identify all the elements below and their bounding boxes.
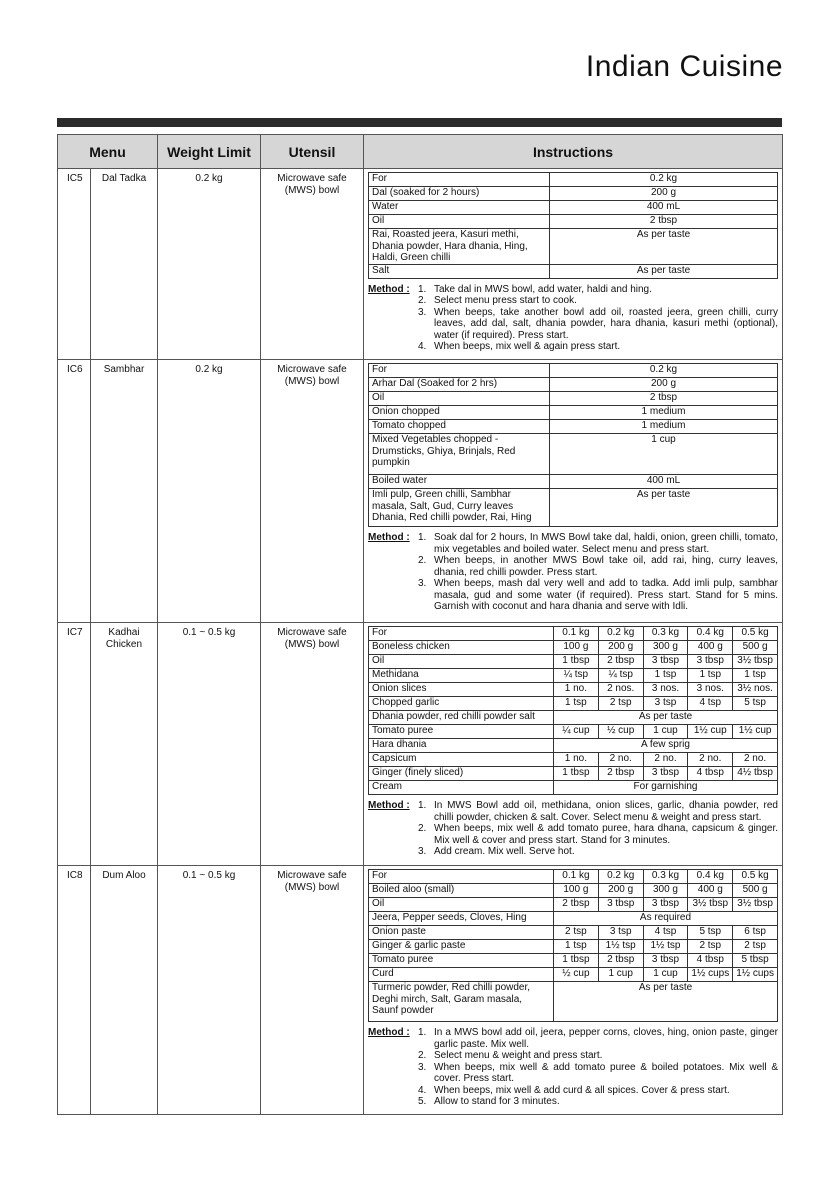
ingredient-value: 2 tsp: [598, 697, 643, 711]
ingredient-value: 2 tbsp: [598, 767, 643, 781]
ingredient-value: 6 tsp: [733, 926, 778, 940]
ingredient-row: [369, 378, 778, 392]
ingredient-value: 3 tbsp: [643, 954, 688, 968]
ingredient-value: As required: [554, 912, 778, 926]
step-number: 1.: [418, 532, 427, 543]
ingredient-value: 400 g: [688, 641, 733, 655]
ingredient-value: 1½ cup: [688, 725, 733, 739]
step-number: 2.: [418, 295, 427, 306]
ingredient-value: 400 mL: [550, 475, 778, 489]
weight-limit: 0.2 kg: [158, 360, 261, 623]
ingredient-value: 5 tsp: [688, 926, 733, 940]
ingredient-value: 3 tsp: [598, 926, 643, 940]
ingredient-name: For: [369, 364, 550, 378]
step-text: Select menu & weight and press start.: [434, 1050, 603, 1061]
ingredient-value: 1½ cup: [733, 725, 778, 739]
ingredients-table: [368, 869, 778, 1022]
method-step: [418, 1027, 778, 1050]
ingredient-name: Onion slices: [369, 683, 554, 697]
ingredient-value: 500 g: [733, 884, 778, 898]
utensil: Microwave safe (MWS) bowl: [261, 866, 364, 1115]
ingredient-name: Arhar Dal (Soaked for 2 hrs): [369, 378, 550, 392]
ingredient-row: [369, 725, 778, 739]
step-number: 4.: [418, 341, 427, 352]
method-steps: [418, 800, 778, 858]
recipe-name: Sambhar: [91, 360, 158, 623]
ingredients-table: [368, 626, 778, 795]
utensil: Microwave safe (MWS) bowl: [261, 623, 364, 866]
method-steps: [418, 284, 778, 353]
step-text: When beeps, mix well & add tomato puree, hara dhana, capsicum & ginger. Mix well & cover and press start. Stand for 3 minutes.: [434, 823, 778, 846]
ingredient-row: [369, 940, 778, 954]
step-text: When beeps, in another MWS Bowl take oil, add rai, hing, curry leaves, dhania, red chilli powder. Press start.: [434, 555, 778, 578]
ingredient-value: 1 tsp: [688, 669, 733, 683]
header-menu: Menu: [58, 135, 158, 169]
ingredient-value: 400 mL: [550, 201, 778, 215]
step-text: When beeps, take another bowl add oil, roasted jeera, green chilli, curry leaves, add dal, salt, dhania powder, hara dhania, kasuri methi (optional), water (if required). Press start.: [434, 306, 778, 341]
step-number: 3.: [418, 578, 427, 589]
recipe-row: [58, 169, 783, 360]
ingredient-value: 2 no.: [688, 753, 733, 767]
step-text: Select menu press start to cook.: [434, 295, 577, 306]
ingredient-name: Oil: [369, 215, 550, 229]
ingredient-name: Ginger (finely sliced): [369, 767, 554, 781]
ingredient-row: [369, 406, 778, 420]
ingredient-value: 1 medium: [550, 406, 778, 420]
ingredient-value: 0.2 kg: [550, 173, 778, 187]
ingredient-value: 3 nos.: [688, 683, 733, 697]
ingredient-value: 1½ tsp: [598, 940, 643, 954]
method-block: [368, 800, 778, 858]
ingredient-value: As per taste: [550, 489, 778, 527]
ingredient-name: Oil: [369, 392, 550, 406]
ingredient-value: 1 cup: [550, 434, 778, 475]
ingredient-value: 3 tbsp: [688, 655, 733, 669]
ingredient-name: Water: [369, 201, 550, 215]
ingredient-value: 1 tbsp: [554, 767, 599, 781]
page-title: Indian Cuisine: [585, 50, 783, 83]
ingredient-value: 0.5 kg: [733, 870, 778, 884]
step-number: 1.: [418, 283, 427, 295]
ingredient-value: 3½ tbsp: [733, 898, 778, 912]
ingredient-row: [369, 364, 778, 378]
ingredient-row: [369, 767, 778, 781]
ingredient-name: Capsicum: [369, 753, 554, 767]
step-number: 3.: [418, 1061, 427, 1073]
ingredient-row: [369, 968, 778, 982]
ingredient-value: 1½ cups: [688, 968, 733, 982]
ingredient-value: A few sprig: [554, 739, 778, 753]
step-number: 5.: [418, 1096, 427, 1107]
ingredient-row: [369, 641, 778, 655]
ingredient-row: [369, 753, 778, 767]
header-instructions: Instructions: [364, 135, 783, 169]
step-text: Add cream. Mix well. Serve hot.: [434, 846, 575, 857]
ingredient-name: Imli pulp, Green chilli, Sambhar masala, Salt, Gud, Curry leaves Dhania, Red chilli powder, Rai, Hing: [369, 489, 550, 527]
header-utensil: Utensil: [261, 135, 364, 169]
ingredient-value: 3½ nos.: [733, 683, 778, 697]
ingredient-value: 100 g: [554, 641, 599, 655]
ingredient-row: [369, 697, 778, 711]
ingredient-value: 1½ cups: [733, 968, 778, 982]
ingredient-name: Boiled water: [369, 475, 550, 489]
method-step: [418, 295, 778, 307]
ingredient-row: [369, 884, 778, 898]
utensil: Microwave safe (MWS) bowl: [261, 169, 364, 360]
step-text: When beeps, mash dal very well and add to tadka. Add imli pulp, sambhar masala, gud and some water (if required). Press start. Stand for 5 mins. Garnish with coconut and hara dhania and serve with Idli.: [434, 578, 778, 612]
ingredient-value: 200 g: [598, 641, 643, 655]
ingredient-row: [369, 912, 778, 926]
ingredient-name: Chopped garlic: [369, 697, 554, 711]
ingredient-value: 1 tsp: [733, 669, 778, 683]
table-header-row: [58, 135, 783, 169]
ingredient-value: 3½ tbsp: [733, 655, 778, 669]
recipe-name: Dal Tadka: [91, 169, 158, 360]
ingredient-name: For: [369, 870, 554, 884]
instructions-cell: [364, 866, 783, 1115]
ingredient-name: Dal (soaked for 2 hours): [369, 187, 550, 201]
ingredients-table: [368, 172, 778, 279]
ingredient-row: [369, 982, 778, 1022]
ingredient-row: [369, 655, 778, 669]
ingredient-value: 2 tbsp: [550, 392, 778, 406]
ingredient-row: [369, 683, 778, 697]
header-weight-limit: Weight Limit: [158, 135, 261, 169]
recipe-code: IC6: [58, 360, 91, 623]
ingredient-value: 2 tbsp: [598, 655, 643, 669]
header-rule: [57, 118, 782, 127]
ingredient-value: 0.2 kg: [550, 364, 778, 378]
ingredient-value: 1 no.: [554, 683, 599, 697]
method-step: [418, 578, 778, 613]
weight-limit: 0.2 kg: [158, 169, 261, 360]
step-number: 1.: [418, 800, 427, 811]
ingredient-value: 1 cup: [643, 968, 688, 982]
ingredient-value: 1 cup: [598, 968, 643, 982]
ingredient-name: Salt: [369, 264, 550, 278]
instructions-cell: [364, 360, 783, 623]
ingredient-value: As per taste: [550, 264, 778, 278]
ingredient-name: Tomato chopped: [369, 420, 550, 434]
method-label: Method :: [368, 283, 410, 295]
step-text: Soak dal for 2 hours, In MWS Bowl take dal, haldi, onion, green chilli, tomato, mix vegetables and boiled water. Select menu and press start.: [434, 532, 778, 555]
ingredient-value: 1 tsp: [643, 669, 688, 683]
ingredient-row: [369, 475, 778, 489]
ingredient-row: [369, 669, 778, 683]
step-text: When beeps, mix well & again press start.: [434, 341, 621, 352]
instructions-cell: [364, 623, 783, 866]
step-number: 2.: [418, 823, 427, 834]
ingredient-row: [369, 781, 778, 795]
ingredient-name: Boiled aloo (small): [369, 884, 554, 898]
ingredients-table: [368, 363, 778, 527]
recipe-code: IC5: [58, 169, 91, 360]
ingredient-row: [369, 870, 778, 884]
ingredient-row: [369, 229, 778, 265]
method-block: [368, 1027, 778, 1108]
weight-limit: 0.1 ~ 0.5 kg: [158, 866, 261, 1115]
ingredient-row: [369, 489, 778, 527]
ingredient-row: [369, 954, 778, 968]
ingredient-value: 0.4 kg: [688, 870, 733, 884]
ingredient-row: [369, 711, 778, 725]
recipe-name: Kadhai Chicken: [91, 623, 158, 866]
ingredient-name: Rai, Roasted jeera, Kasuri methi, Dhania powder, Hara dhania, Hing, Haldi, Green chilli: [369, 229, 550, 265]
ingredient-value: 400 g: [688, 884, 733, 898]
ingredient-value: 100 g: [554, 884, 599, 898]
method-step: [418, 532, 778, 555]
recipe-table: [57, 134, 783, 1115]
ingredient-value: 3½ tbsp: [688, 898, 733, 912]
method-step: [418, 1050, 778, 1062]
ingredient-row: [369, 627, 778, 641]
ingredient-value: 4 tsp: [688, 697, 733, 711]
step-text: When beeps, mix well & add tomato puree & boiled potatoes. Mix well & cover. Press start.: [434, 1061, 778, 1084]
step-number: 1.: [418, 1027, 427, 1038]
ingredient-value: 1 tsp: [554, 697, 599, 711]
ingredient-value: 0.5 kg: [733, 627, 778, 641]
recipe-row: [58, 623, 783, 866]
ingredient-value: 1 no.: [554, 753, 599, 767]
recipe-row: [58, 360, 783, 623]
ingredient-row: [369, 215, 778, 229]
ingredient-value: 0.3 kg: [643, 870, 688, 884]
ingredient-value: 0.1 kg: [554, 627, 599, 641]
ingredient-row: [369, 201, 778, 215]
ingredient-value: 200 g: [598, 884, 643, 898]
ingredient-name: Dhania powder, red chilli powder salt: [369, 711, 554, 725]
step-text: Take dal in MWS bowl, add water, haldi and hing.: [434, 283, 652, 295]
method-label: Method :: [368, 532, 410, 543]
method-steps: [418, 1027, 778, 1108]
ingredient-value: ½ cup: [598, 725, 643, 739]
method-step: [418, 341, 778, 353]
method-block: [368, 532, 778, 613]
weight-limit: 0.1 ~ 0.5 kg: [158, 623, 261, 866]
ingredient-value: As per taste: [554, 711, 778, 725]
ingredient-row: [369, 898, 778, 912]
ingredient-value: 3 tbsp: [598, 898, 643, 912]
ingredient-value: 3 tbsp: [643, 898, 688, 912]
ingredient-name: Onion paste: [369, 926, 554, 940]
method-label: Method :: [368, 800, 410, 811]
step-text: In MWS Bowl add oil, methidana, onion slices, garlic, dhania powder, red chilli powder, chicken & salt. Cover. Select menu & weight and press start.: [434, 800, 778, 823]
ingredient-value: 3 tbsp: [643, 767, 688, 781]
ingredient-value: 0.4 kg: [688, 627, 733, 641]
recipe-code: IC8: [58, 866, 91, 1115]
ingredient-value: 3 tbsp: [643, 655, 688, 669]
ingredient-row: [369, 187, 778, 201]
ingredient-name: Turmeric powder, Red chilli powder, Deghi mirch, Salt, Garam masala, Saunf powder: [369, 982, 554, 1022]
ingredient-value: 3 nos.: [643, 683, 688, 697]
recipe-row: [58, 866, 783, 1115]
ingredient-value: 0.1 kg: [554, 870, 599, 884]
ingredient-value: 4 tbsp: [688, 767, 733, 781]
ingredient-value: As per taste: [550, 229, 778, 265]
ingredient-name: For: [369, 173, 550, 187]
ingredient-name: Methidana: [369, 669, 554, 683]
utensil: Microwave safe (MWS) bowl: [261, 360, 364, 623]
ingredient-value: 200 g: [550, 187, 778, 201]
method-step: [418, 823, 778, 846]
ingredient-name: Cream: [369, 781, 554, 795]
ingredient-value: 4 tsp: [643, 926, 688, 940]
ingredient-value: 3 tsp: [643, 697, 688, 711]
ingredient-value: 1½ tsp: [643, 940, 688, 954]
ingredient-value: 1 tsp: [554, 940, 599, 954]
ingredient-name: Tomato puree: [369, 954, 554, 968]
method-step: [418, 284, 778, 296]
step-number: 2.: [418, 1050, 427, 1061]
ingredient-value: 1 medium: [550, 420, 778, 434]
recipe-code: IC7: [58, 623, 91, 866]
recipe-name: Dum Aloo: [91, 866, 158, 1115]
ingredient-value: 4 tbsp: [688, 954, 733, 968]
ingredient-value: 2 tbsp: [554, 898, 599, 912]
ingredient-name: Curd: [369, 968, 554, 982]
ingredient-value: 2 tsp: [688, 940, 733, 954]
ingredient-row: [369, 392, 778, 406]
step-text: When beeps, mix well & add curd & all spices. Cover & press start.: [434, 1084, 730, 1096]
ingredient-value: 300 g: [643, 641, 688, 655]
ingredient-value: ½ cup: [554, 968, 599, 982]
ingredient-row: [369, 264, 778, 278]
ingredient-value: 200 g: [550, 378, 778, 392]
method-label: Method :: [368, 1027, 410, 1038]
ingredient-value: 5 tbsp: [733, 954, 778, 968]
step-number: 3.: [418, 306, 427, 318]
ingredient-row: [369, 926, 778, 940]
ingredient-value: ¼ tsp: [554, 669, 599, 683]
ingredient-value: 2 no.: [598, 753, 643, 767]
ingredient-value: 2 no.: [643, 753, 688, 767]
step-number: 2.: [418, 555, 427, 566]
step-text: In a MWS bowl add oil, jeera, pepper corns, cloves, hing, onion paste, ginger garlic paste. Mix well.: [434, 1027, 778, 1050]
ingredient-value: 300 g: [643, 884, 688, 898]
ingredient-name: For: [369, 627, 554, 641]
ingredient-value: 1 tbsp: [554, 655, 599, 669]
method-step: [418, 846, 778, 858]
ingredient-row: [369, 434, 778, 475]
ingredient-value: ¼ cup: [554, 725, 599, 739]
ingredient-row: [369, 173, 778, 187]
step-number: 4.: [418, 1084, 427, 1096]
ingredient-value: ¼ tsp: [598, 669, 643, 683]
method-steps: [418, 532, 778, 613]
ingredient-value: 0.2 kg: [598, 627, 643, 641]
ingredient-value: 2 tsp: [554, 926, 599, 940]
ingredient-name: Hara dhania: [369, 739, 554, 753]
ingredient-value: As per taste: [554, 982, 778, 1022]
ingredient-value: 500 g: [733, 641, 778, 655]
ingredient-name: Tomato puree: [369, 725, 554, 739]
method-step: [418, 307, 778, 342]
method-block: [368, 284, 778, 353]
ingredient-value: 0.2 kg: [598, 870, 643, 884]
ingredient-name: Mixed Vegetables chopped - Drumsticks, Ghiya, Brinjals, Red pumpkin: [369, 434, 550, 475]
method-step: [418, 1096, 778, 1108]
ingredient-value: 0.3 kg: [643, 627, 688, 641]
ingredient-value: 2 nos.: [598, 683, 643, 697]
ingredient-value: 4½ tbsp: [733, 767, 778, 781]
step-number: 3.: [418, 846, 427, 857]
ingredient-name: Boneless chicken: [369, 641, 554, 655]
method-step: [418, 1085, 778, 1097]
ingredient-value: 1 tbsp: [554, 954, 599, 968]
method-step: [418, 1062, 778, 1085]
ingredient-name: Oil: [369, 898, 554, 912]
ingredient-value: 2 tbsp: [598, 954, 643, 968]
ingredient-name: Ginger & garlic paste: [369, 940, 554, 954]
ingredient-name: Jeera, Pepper seeds, Cloves, Hing: [369, 912, 554, 926]
ingredient-name: Oil: [369, 655, 554, 669]
method-step: [418, 800, 778, 823]
ingredient-value: For garnishing: [554, 781, 778, 795]
method-step: [418, 555, 778, 578]
ingredient-value: 2 no.: [733, 753, 778, 767]
instructions-cell: [364, 169, 783, 360]
ingredient-value: 2 tsp: [733, 940, 778, 954]
ingredient-row: [369, 739, 778, 753]
ingredient-name: Onion chopped: [369, 406, 550, 420]
ingredient-value: 2 tbsp: [550, 215, 778, 229]
ingredient-row: [369, 420, 778, 434]
ingredient-value: 5 tsp: [733, 697, 778, 711]
step-text: Allow to stand for 3 minutes.: [434, 1096, 560, 1107]
ingredient-value: 1 cup: [643, 725, 688, 739]
